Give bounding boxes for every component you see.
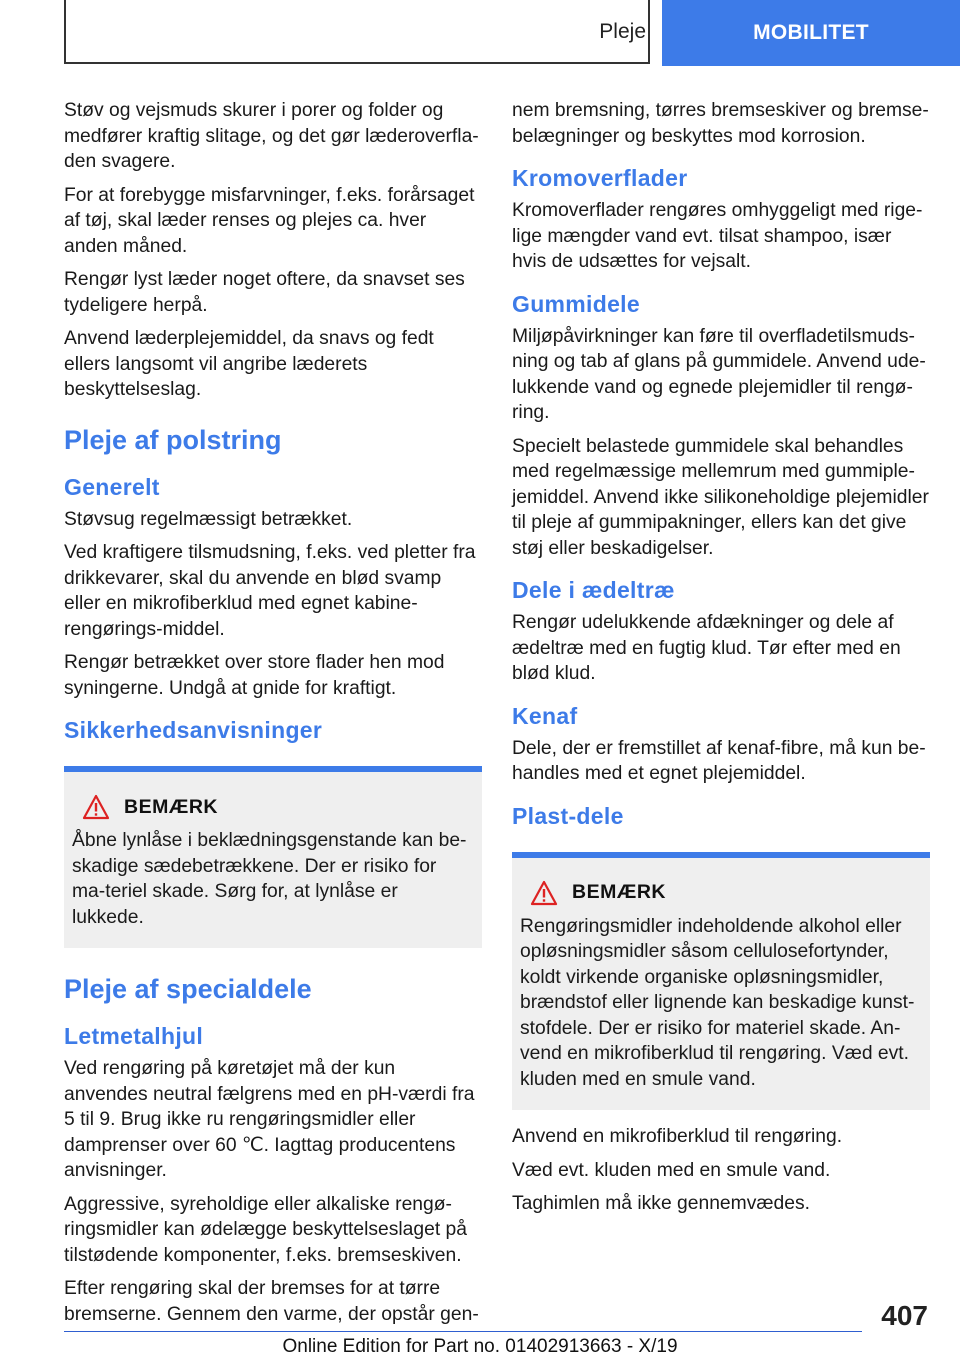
subsection-heading-chrome: Kromoverflader — [512, 165, 688, 191]
notice-text: Rengøringsmidler indeholdende alkohol eller opløsningsmidler såsom cellulosefortynder, koldt virkende organiske opløsningsmidler, brændstof eller lignende kan beskadige kunst-stofdele. Der er risiko for materiel skade. An-vend en mikrofiberklud til rengøring. Væd evt. kluden med en smule vand. — [520, 915, 915, 1090]
notice-title: BEMÆRK — [124, 795, 218, 818]
paragraph: Kromoverflader rengøres omhyggeligt med rige-lige mængder vand evt. tilsat shampoo, især hvis de udsættes for vejsalt. — [512, 200, 923, 272]
paragraph: Specielt belastede gummidele skal behandles med regelmæssige mellemrum med gummiple-jemiddel. Anvend ikke silikoneholdige plejemidler til pleje af gummipakninger, ellers kan det give støj eller beskadigelser. — [512, 435, 929, 559]
page-number: 407 — [881, 1300, 928, 1331]
paragraph: nem bremsning, tørres bremseskiver og bremse-belægninger og beskyttes mod korrosion. — [512, 100, 929, 147]
subsection-heading-rubber: Gummidele — [512, 290, 640, 317]
subsection-heading-general: Generelt — [64, 473, 160, 500]
paragraph: Rengør betrækket over store flader hen mod syningerne. Undgå at gnide for kraftigt. — [64, 652, 445, 699]
left-column — [64, 98, 482, 1335]
paragraph: Rengør lyst læder noget oftere, da snavset ses tydeligere herpå. — [64, 269, 465, 316]
paragraph: Efter rengøring skal der bremses for at tørre bremserne. Gennem den varme, der opstår gen- — [64, 1278, 479, 1325]
notice-box — [64, 766, 482, 948]
paragraph: Dele, der er fremstillet af kenaf-fibre, må kun be-handles med et egnet plejemiddel. — [512, 737, 926, 784]
notice-header — [520, 880, 922, 906]
paragraph: Aggressive, syreholdige eller alkaliske rengø-ringsmidler kan ødelægge beskyttelseslaget på tilstødende komponenter, f.eks. bremseskiven. — [64, 1193, 467, 1266]
notice-box — [512, 852, 930, 1111]
header-section-title: Pleje — [599, 20, 646, 43]
paragraph: Støvsug regelmæssigt betrækket. — [64, 508, 353, 530]
notice-header — [72, 794, 474, 820]
notice-text: Åbne lynlåse i beklædningsgenstande kan be-skadige sædebetrækkene. Der er risiko for ma-teriel skade. Sørg for, at lynlåse er lukkede. — [72, 830, 467, 928]
warning-triangle-icon — [82, 794, 110, 820]
section-title-upholstery: Pleje af polstring — [64, 424, 282, 455]
subsection-heading-plastic: Plast-dele — [512, 802, 624, 829]
right-column — [512, 98, 930, 1225]
section-title-special-parts: Pleje af specialdele — [64, 974, 312, 1004]
footer-edition-text: Online Edition for Part no. 01402913663 - X/19 — [282, 1336, 678, 1357]
paragraph: Taghimlen må ikke gennemvædes. — [512, 1193, 810, 1214]
paragraph: Væd evt. kluden med en smule vand. — [512, 1159, 831, 1181]
paragraph: Anvend en mikrofiberklud til rengøring. — [512, 1126, 843, 1147]
footer-divider — [64, 1331, 862, 1332]
notice-title: BEMÆRK — [572, 881, 666, 903]
subsection-heading-alloy-wheels: Letmetalhjul — [64, 1023, 204, 1049]
subsection-heading-kenaf: Kenaf — [512, 702, 578, 729]
warning-triangle-icon — [530, 880, 558, 906]
subsection-heading-safety: Sikkerhedsanvisninger — [64, 717, 323, 743]
paragraph: For at forebygge misfarvninger, f.eks. forårsaget af tøj, skal læder renses og plejes ca. hver anden måned. — [64, 184, 475, 257]
paragraph: Anvend læderplejemiddel, da snavs og fedt ellers langsomt vil angribe læderets beskyttelseslag. — [64, 328, 434, 400]
header-chapter-tab: MOBILITET — [662, 0, 960, 66]
paragraph: Miljøpåvirkninger kan føre til overfladetilsmuds-ning og tab af glans på gummidele. Anvend ude-lukkende vand og egnede plejemidler til rengø-ring. — [512, 325, 926, 423]
paragraph: Ved rengøring på køretøjet må der kun anvendes neutral fælgrens med en pH-værdi fra 5 til 9. Brug ikke ru rengøringsmidler eller damprenser over 60 ℃. Iagttag producentens anvisninger. — [64, 1058, 475, 1181]
paragraph: Ved kraftigere tilsmudsning, f.eks. ved pletter fra drikkevarer, skal du anvende en blød svamp eller en mikrofiberklud med egnet kabine-rengørings-middel. — [64, 542, 476, 640]
paragraph: Rengør udelukkende afdækninger og dele af ædeltræ med en fugtig klud. Tør efter med en blød klud. — [512, 612, 901, 684]
subsection-heading-wood: Dele i ædeltræ — [512, 577, 675, 603]
paragraph: Støv og vejsmuds skurer i porer og folder og medfører kraftig slitage, og det gør læderoverfla-den svagere. — [64, 100, 479, 172]
